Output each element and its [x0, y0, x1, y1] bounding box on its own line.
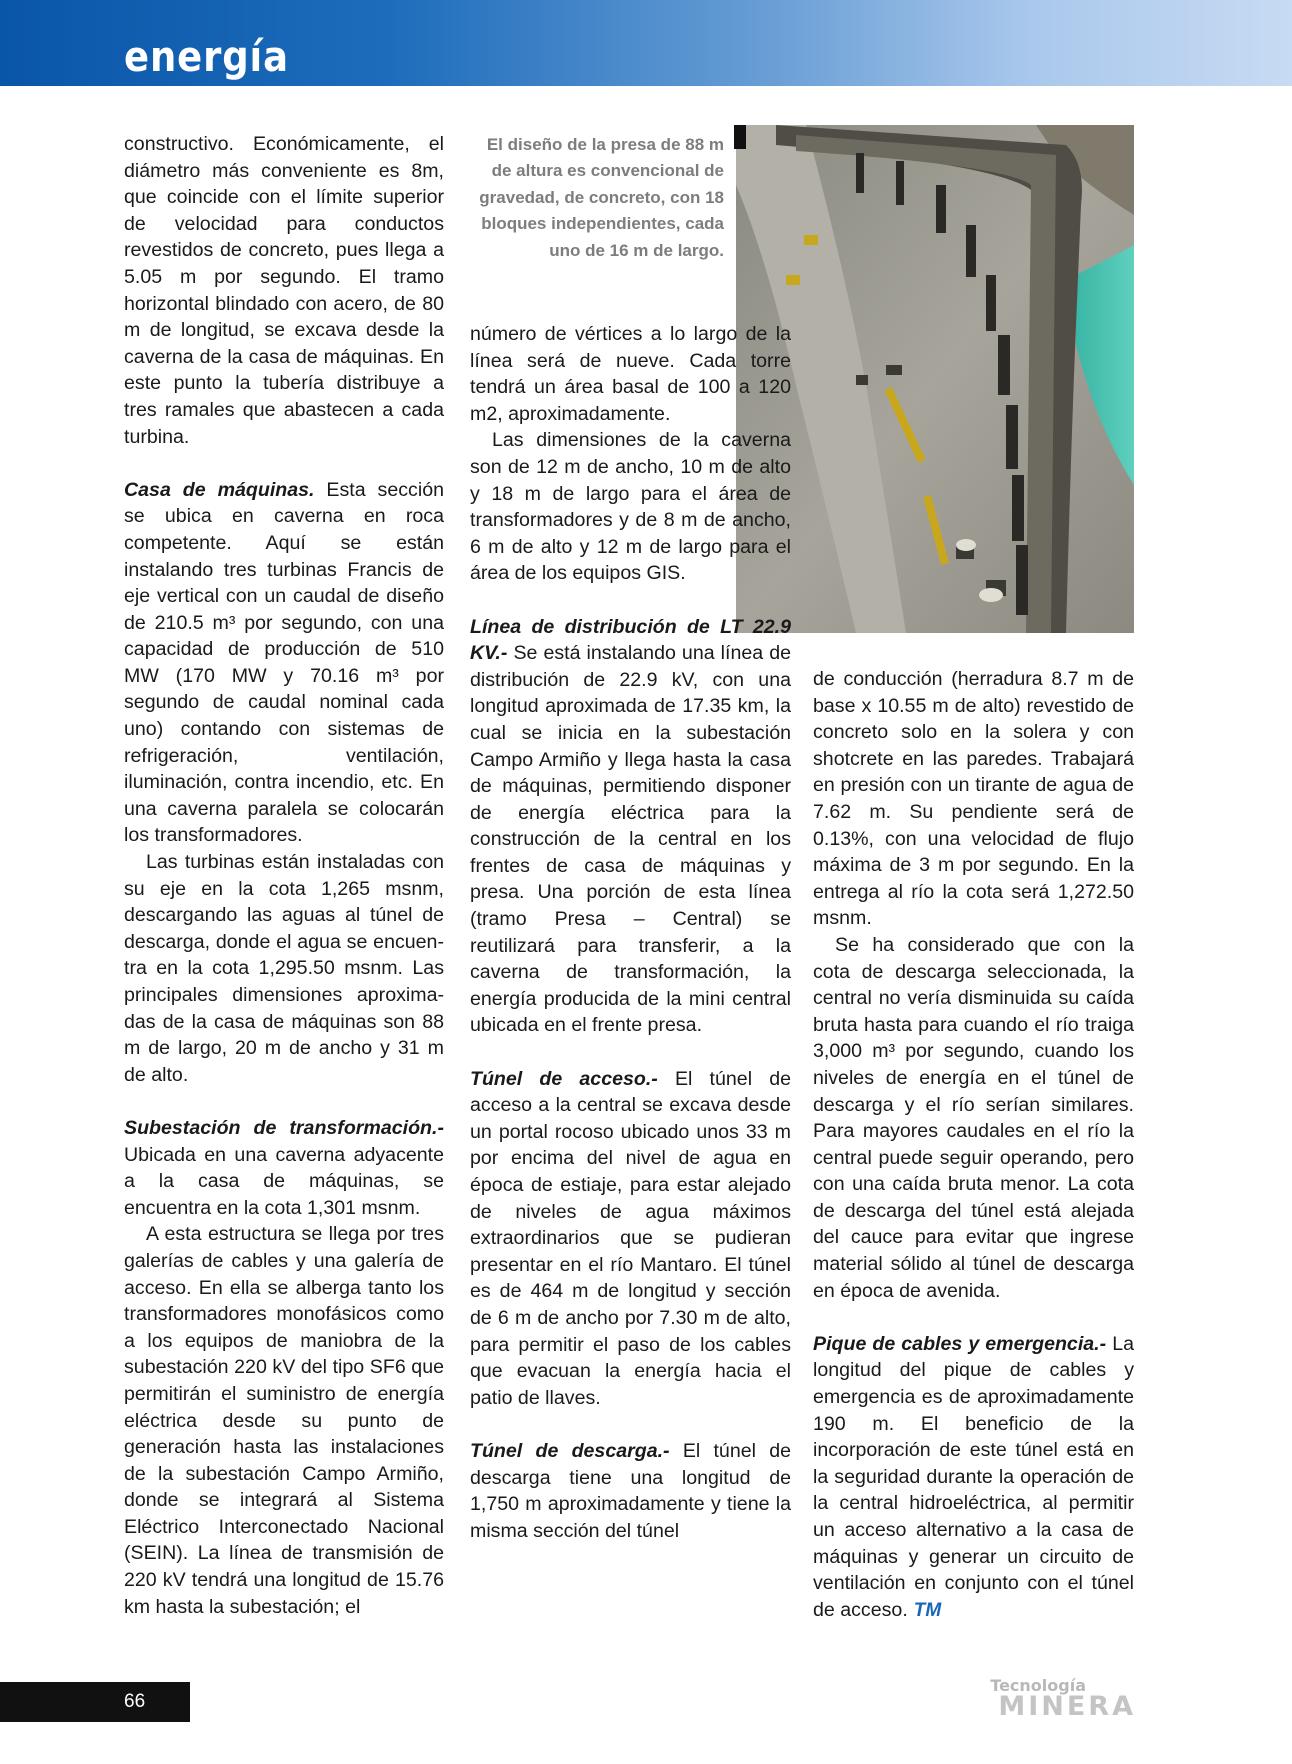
paragraph-linea-distribucion	[470, 614, 791, 1040]
photo-corner-mark	[734, 125, 746, 149]
magazine-logo-line2: MINERA	[998, 1691, 1136, 1722]
paragraph-pique-cables	[813, 1331, 1134, 1625]
paragraph: de conducción (herradura 8.7 m de base x 10.55 m de alto) revestido de concreto solo en la solera y con shotcrete en las paredes. Trabajará en presión con un tirante de agua de 7.62 m. Su pendiente será de 0.13%, con una velocidad de flujo máxima de 3 m por segundo. En la entrega al río la cota será 1,272.50 msnm.	[813, 668, 1134, 930]
end-of-article-icon: TM	[913, 1599, 942, 1621]
photo-caption: El diseño de la presa de 88 m de altura es convencional de gravedad, de concreto, con 18 bloques independientes, cada uno de 16 m de largo.	[479, 135, 724, 260]
footer-band	[0, 1682, 190, 1722]
paragraph-casa-de-maquinas	[124, 477, 444, 849]
paragraph: número de vértices a lo largo de la línea será de nueve. Cada torre tendrá un área basal de 100 a 120 m2, aproximadamente.	[470, 323, 791, 425]
paragraph-tunel-acceso	[470, 1066, 791, 1412]
subheading: Línea de distribución de LT 22.9 KV.-	[470, 615, 791, 665]
paragraph-text: Esta sección se ubica en caverna en roca competente. Aquí se están instalando tres turbinas Francis de eje vertical con un caudal de diseño de 210.5 m³ por segundo, con una capacidad de producción de 510 MW (170 MW y 70.16 m³ por segundo de caudal nominal cada uno) contando con sistemas de refrigeración, ventilación, iluminación, contra incendio, etc. En una caverna paralela se colocarán los transformadores.	[124, 478, 444, 847]
subheading: Túnel de acceso.-	[470, 1067, 658, 1090]
paragraph-text: Ubicada en una caverna adyacente a la casa de máquinas, se encuentra en la cota 1,301 msnm.	[124, 1143, 444, 1219]
magazine-logo-line1: Tecnología	[990, 1676, 1086, 1695]
subheading: Pique de cables y emergencia.-	[813, 1332, 1107, 1355]
column-2	[470, 321, 791, 1544]
column-1	[124, 131, 444, 1620]
subheading: Casa de máquinas.	[124, 478, 315, 501]
paragraph: constructivo. Económicamente, el diámetro más conveniente es 8m, que coincide con el límite superior de velocidad para conductos revestidos de concreto, pues llega a 5.05 m por segundo. El tramo horizontal blindado con acero, de 80 m de longitud, se excava desde la caverna de la casa de máquinas. En este punto la tubería distribuye a tres ramales que abastecen a cada turbina.	[124, 133, 444, 448]
paragraph: Las turbinas están instaladas con su eje en la cota 1,265 msnm, descargando las aguas al túnel de descarga, donde el agua se encuentra en la cota 1,295.50 msnm. Las principales dimensiones aproximadas de la casa de máquinas son 88 m de largo, 20 m de ancho y 31 m de alto.	[124, 851, 444, 1086]
paragraph: Las dimensiones de la caverna son de 12 m de ancho, 10 m de alto y 18 m de largo para el área de transformadores y de 8 m de ancho, 6 m de alto y 12 m de largo para el área de los equipos GIS.	[470, 429, 791, 585]
paragraph-tunel-descarga	[470, 1438, 791, 1544]
dam-construction-photo	[736, 125, 1134, 633]
column-3	[813, 666, 1134, 1624]
subheading: Subestación de transformación.-	[124, 1116, 444, 1139]
paragraph-text: El túnel de descarga tiene una longitud de 1,750 m aproximadamente y tiene la misma sección del túnel	[470, 1439, 791, 1542]
paragraph-text: El túnel de acceso a la central se excava desde un portal rocoso ubicado unos 33 m por encima del nivel de agua en época de estiaje, para estar alejado de niveles de agua máximos extraordinarios que se pudieran presentar en el río Mantaro. El túnel es de 464 m de longitud y sección de 6 m de ancho por 7.30 m de alto, para permitir el paso de los cables que evacuan la energía hacia el patio de llaves.	[470, 1067, 791, 1409]
page-number: 66	[124, 1691, 146, 1712]
paragraph-text: La longitud del pique de cables y emergencia es de aproximadamente 190 m. El beneficio de la incorporación de este túnel está en la seguridad durante la operación de la central hidroeléctrica, al permitir un acceso alternativo a la casa de máquinas y generar un circuito de ventilación en conjunto con el túnel de acceso.	[813, 1332, 1134, 1621]
paragraph-subestacion	[124, 1115, 444, 1221]
paragraph-text: Se está instalando una línea de distribución de 22.9 kV, con una longitud aproximada de 17.35 km, la cual se inicia en la subestación Campo Armiño y llega hasta la casa de máquinas, permitiendo disponer de energía eléctrica para la construcción de la central en los frentes de casa de máquinas y presa. Una porción de esta línea (tramo Presa – Central) se reutilizará para transferir, a la caverna de transformación, la energía producida de la mini central ubicada en el frente presa.	[470, 642, 791, 1037]
subheading: Túnel de descarga.-	[470, 1439, 670, 1462]
paragraph: A esta estructura se llega por tres galerías de cables y una galería de acceso. En ella se alberga tanto los transformadores monofásicos como a los equipos de maniobra de la subestación 220 kV del tipo SF6 que permitirán el suministro de energía eléctrica desde su punto de generación hasta las instalaciones de la subestación Campo Armiño, donde se integrará al Sistema Eléctrico Interconectado Nacional (SEIN). La línea de transmisión de 220 kV tendrá una longitud de 15.76 km hasta la subestación; el	[124, 1223, 444, 1618]
magazine-logo	[966, 1678, 1136, 1722]
paragraph: Se ha considerado que con la cota de descarga seleccionada, la central no vería disminuida su caída bruta hasta para cuando el río traiga 3,000 m³ por segundo, cuando los niveles de energía en el túnel de descarga y el río serían similares. Para mayores caudales en el río la central puede seguir operando, pero con una caída bruta menor. La cota de descarga del túnel está alejada del cauce para evitar que ingrese material sólido al túnel de descarga en época de avenida.	[813, 933, 1134, 1302]
section-title: energía	[124, 32, 289, 81]
